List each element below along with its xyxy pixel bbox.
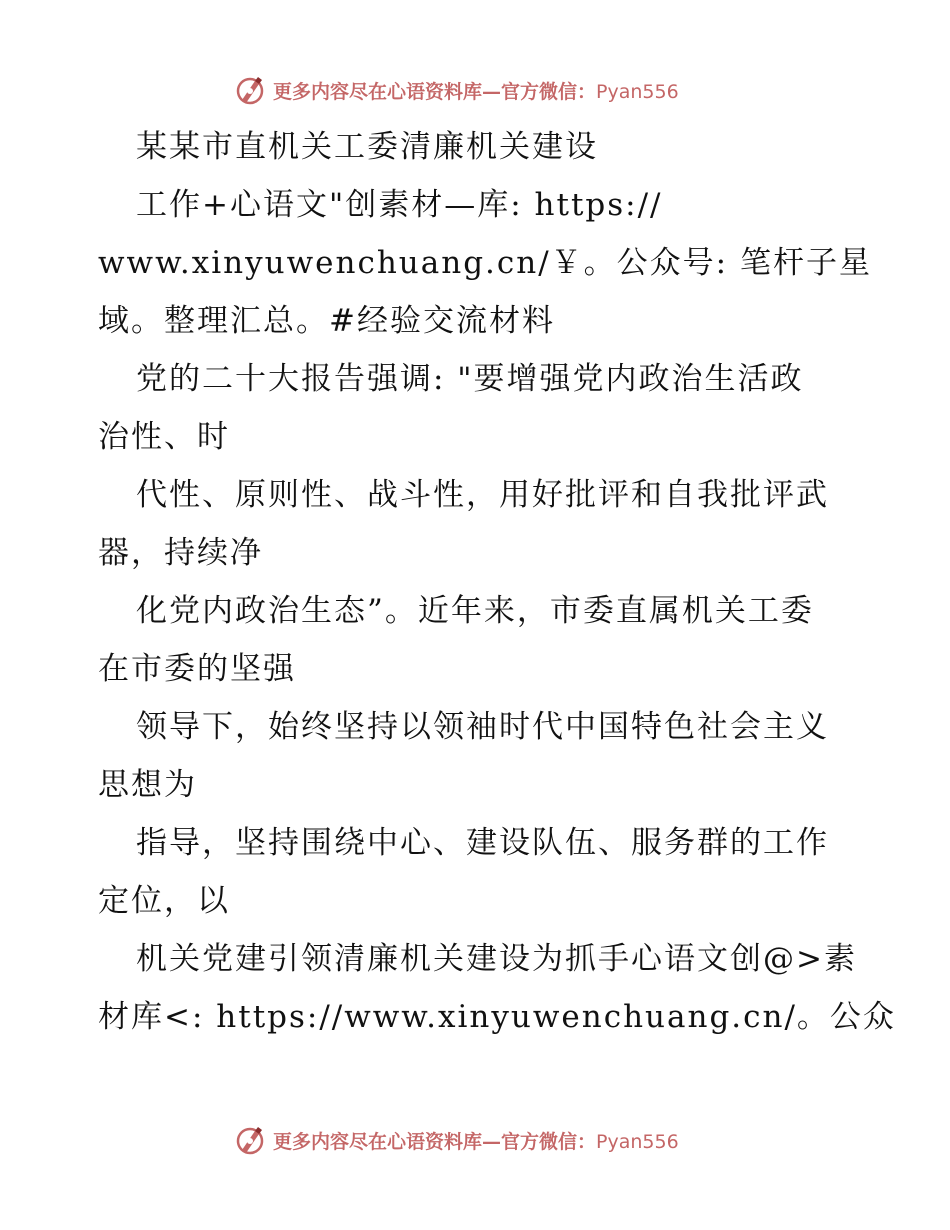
watermark-banner-bottom	[233, 1122, 679, 1158]
document-body	[98, 118, 896, 1046]
pen-circle-logo-icon	[233, 1123, 267, 1157]
watermark-banner-top	[233, 72, 679, 108]
body-line: 某某市直机关工委清廉机关建设	[136, 129, 598, 165]
body-line: 器，持续净	[98, 535, 263, 571]
body-line: 党的二十大报告强调: "要增强党内政治生活政	[136, 361, 804, 397]
body-line: 代性、原则性、战斗性，用好批评和自我批评武	[136, 477, 829, 513]
pen-circle-logo-icon	[233, 73, 267, 107]
body-line: 域。整理汇总。#经验交流材料	[98, 303, 555, 339]
watermark-text: 更多内容尽在心语资料库—官方微信：Pyan556	[273, 1130, 679, 1153]
body-line: 材库<: https://www.xinyuwenchuang.cn/。公众	[98, 999, 896, 1035]
body-line: www.xinyuwenchuang.cn/￥。公众号: 笔杆子星	[98, 245, 872, 281]
body-line: 工作+心语文"创素材—库: https://	[136, 187, 663, 223]
body-line: 在市委的坚强	[98, 651, 296, 687]
body-line: 思想为	[98, 767, 197, 803]
body-line: 领导下，始终坚持以领袖时代中国特色社会主义	[136, 709, 829, 745]
body-line: 化党内政治生态”。近年来，市委直属机关工委	[136, 593, 814, 629]
body-line: 机关党建引领清廉机关建设为抓手心语文创@>素	[136, 941, 857, 977]
body-line: 治性、时	[98, 419, 230, 455]
body-line: 定位，以	[98, 883, 230, 919]
body-line: 指导，坚持围绕中心、建设队伍、服务群的工作	[136, 825, 829, 861]
watermark-text: 更多内容尽在心语资料库—官方微信：Pyan556	[273, 80, 679, 103]
